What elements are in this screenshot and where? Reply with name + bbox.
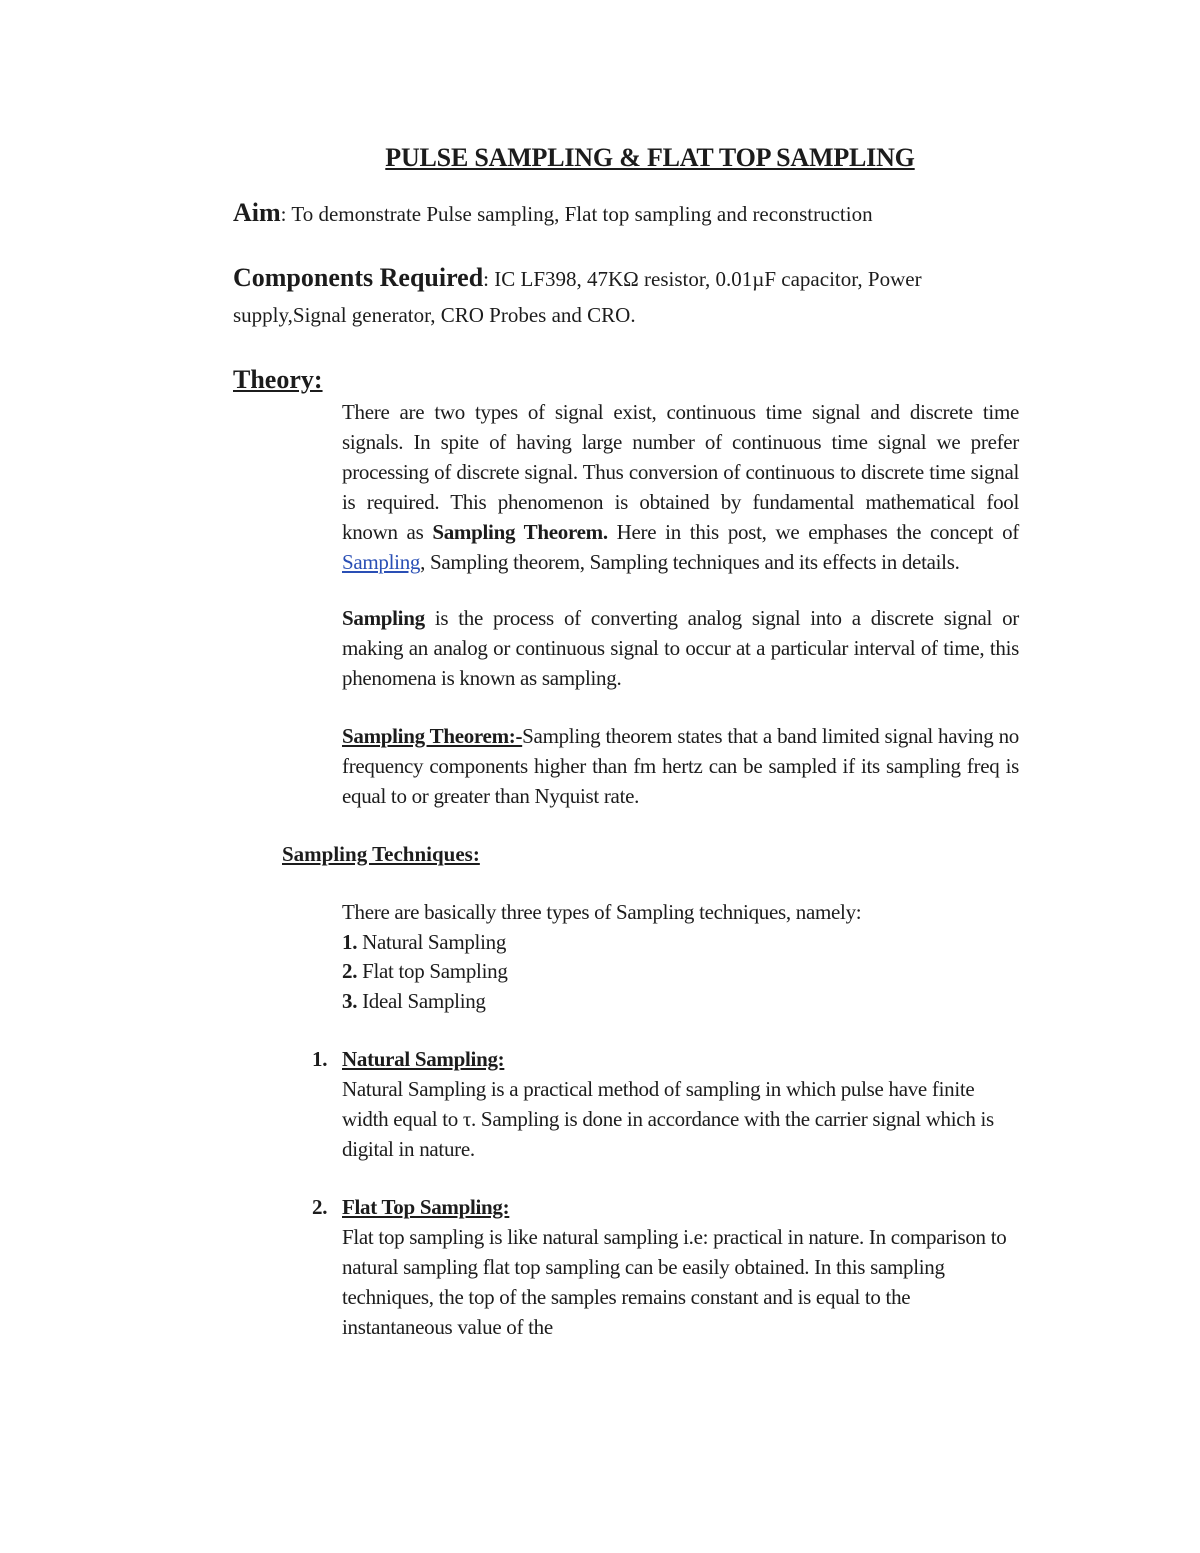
natural-sampling-body: Natural Sampling is a practical method of sampling in which pulse have finite width equal to τ. Sampling is done in accordance with the carrier signal which is digital in nature. — [342, 1077, 994, 1161]
components-label: Components Required — [233, 263, 484, 292]
theory-p2-text: is the process of converting analog signal into a discrete signal or making an analog or continuous signal to occur at a particular interval of time, this phenomena is known as sampling. — [342, 606, 1019, 690]
theory-p1-text-c: , Sampling theorem, Sampling techniques and its effects in details. — [420, 550, 960, 574]
section-number: 2. — [312, 1195, 328, 1219]
list-item-label: Ideal Sampling — [357, 988, 486, 1013]
list-item-number: 1. — [342, 929, 358, 954]
sampling-theorem-label: Sampling Theorem:- — [342, 724, 523, 748]
components-required — [233, 260, 993, 333]
aim-text: : To demonstrate Pulse sampling, Flat top sampling and reconstruction — [280, 202, 873, 226]
list-item-number: 3. — [342, 988, 358, 1013]
sampling-link[interactable]: Sampling — [342, 550, 421, 574]
list-item — [342, 928, 1019, 958]
section-number: 1. — [312, 1047, 328, 1071]
theory-p2-bold: Sampling — [342, 606, 425, 630]
components-text: : IC LF398, 47KΩ resistor, 0.01µF capacitor, Power supply,Signal generator, CRO Probes and CRO. — [233, 267, 922, 327]
page-title: PULSE SAMPLING & FLAT TOP SAMPLING — [385, 143, 915, 172]
list-item-label: Flat top Sampling — [357, 959, 508, 983]
sampling-techniques-heading: Sampling Techniques: — [282, 842, 480, 866]
theory-paragraph-1 — [342, 397, 1019, 577]
list-item — [342, 987, 1019, 1017]
flat-top-sampling-heading: Flat Top Sampling: — [342, 1195, 510, 1219]
theory-p1-bold: Sampling Theorem. — [432, 520, 608, 544]
aim-label: Aim — [233, 198, 281, 227]
theory-paragraph-3 — [342, 721, 1019, 811]
list-item — [342, 957, 1019, 987]
list-item-number: 2. — [342, 959, 358, 983]
sampling-types-list — [342, 898, 1019, 1016]
theory-p1-text-a: There are two types of signal exist, continuous time signal and discrete time signals. In spite of having large number of continuous time signal we prefer processing of discrete signal. Thus conversion of continuous to discrete time signal is required. This phenomenon is obtained by fundamental mathematical fool known as — [342, 400, 1019, 544]
natural-sampling-section — [312, 1044, 1019, 1164]
list-item-label: Natural Sampling — [357, 929, 507, 954]
theory-paragraph-2 — [342, 603, 1019, 693]
theory-p3-text: Sampling theorem states that a band limited signal having no frequency components higher than fm hertz can be sampled if its sampling freq is equal to or greater than Nyquist rate. — [342, 724, 1020, 808]
natural-sampling-heading: Natural Sampling: — [342, 1047, 505, 1071]
flat-top-sampling-body: Flat top sampling is like natural sampling i.e: practical in nature. In comparison to natural sampling flat top sampling can be easily obtained. In this sampling techniques, the top of the samples remains constant and is equal to the instantaneous value of the — [342, 1225, 1007, 1339]
sampling-types-intro: There are basically three types of Sampling techniques, namely: — [342, 900, 862, 924]
flat-top-sampling-section — [312, 1192, 1019, 1342]
theory-heading: Theory: — [233, 365, 323, 394]
theory-p1-text-b: Here in this post, we emphases the concept of — [607, 520, 1019, 544]
aim-line — [233, 197, 873, 230]
